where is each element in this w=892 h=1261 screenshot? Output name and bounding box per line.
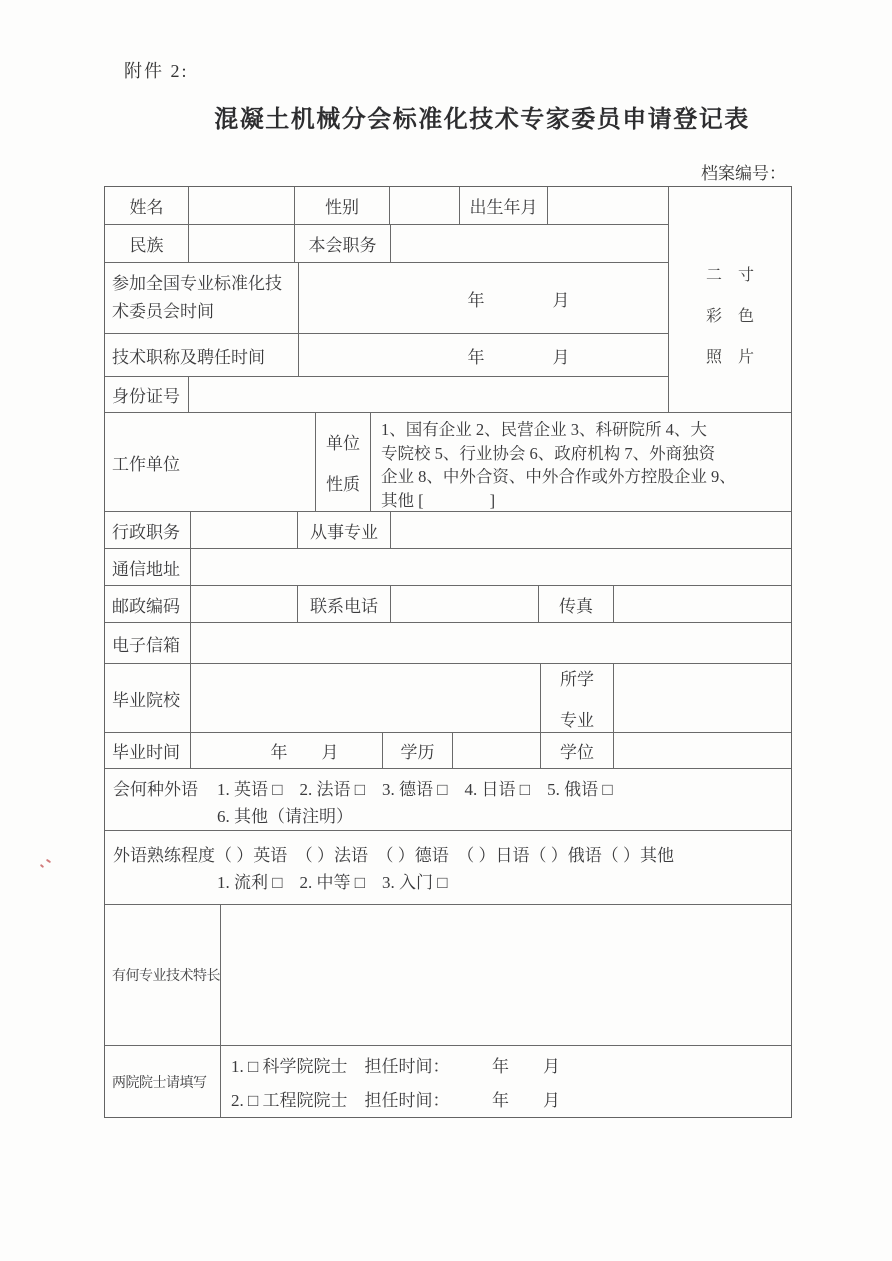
row-email <box>105 623 791 664</box>
birth-date-value <box>548 187 669 224</box>
row-school <box>105 664 791 733</box>
foreign-languages-label: 会何种外语 <box>113 780 198 799</box>
academician-line2: 2. □ 工程院院士 担任时间： 年 月 <box>231 1091 561 1110</box>
row-specialty <box>105 905 791 1046</box>
birth-date-label: 出生年月 <box>460 187 548 224</box>
scan-artifact <box>40 860 52 870</box>
academician-line1: 1. □ 科学院院士 担任时间： 年 月 <box>231 1057 561 1076</box>
application-form-table <box>104 186 792 1118</box>
work-unit-label: 工作单位 <box>105 413 316 511</box>
specialty-value <box>221 905 791 1045</box>
photo-placeholder <box>669 187 791 412</box>
major-label-line: 专业 <box>560 711 594 730</box>
foreign-languages-options: 1. 英语 □ 2. 法语 □ 3. 德语 □ 4. 日语 □ 5. 俄语 □ <box>217 780 613 799</box>
unit-nature-label <box>316 413 371 511</box>
row-postcode-phone-fax <box>105 586 791 623</box>
row-work-unit <box>105 413 791 512</box>
major-value <box>614 664 791 732</box>
postcode-value <box>191 586 298 622</box>
committee-time-value: 年 月 <box>299 263 669 333</box>
admin-post-label: 行政职务 <box>105 512 191 548</box>
graduation-time-value: 年 月 <box>191 733 383 768</box>
row-committee-time <box>105 263 669 334</box>
education-value <box>453 733 541 768</box>
foreign-languages-line2: 6. 其他（请注明） <box>217 807 353 826</box>
ethnicity-value <box>189 225 295 262</box>
photo-text-line: 二 寸 <box>705 267 754 284</box>
phone-label: 联系电话 <box>298 586 391 622</box>
degree-label: 学位 <box>541 733 614 768</box>
row-language-proficiency <box>105 831 791 905</box>
row-ethnicity <box>105 225 669 263</box>
gender-value <box>390 187 460 224</box>
phone-value <box>391 586 539 622</box>
postcode-label: 邮政编码 <box>105 586 191 622</box>
name-label: 姓名 <box>105 187 189 224</box>
admin-post-value <box>191 512 298 548</box>
committee-time-label: 参加全国专业标准化技术委员会时间 <box>105 263 299 333</box>
address-value <box>191 549 791 585</box>
academician-content <box>221 1046 791 1117</box>
fax-value <box>614 586 791 622</box>
row-admin-post <box>105 512 791 549</box>
attachment-label: 附件 2: <box>124 61 189 81</box>
row-tech-title <box>105 334 669 377</box>
row-id-number <box>105 377 669 412</box>
unit-nature-line: 单位 <box>326 434 360 453</box>
fax-label: 传真 <box>539 586 614 622</box>
foreign-languages-line1 <box>113 776 791 803</box>
association-post-label: 本会职务 <box>295 225 391 262</box>
top-section <box>105 187 791 413</box>
row-foreign-languages <box>105 769 791 831</box>
ethnicity-label: 民族 <box>105 225 189 262</box>
major-label-line: 所学 <box>560 670 594 689</box>
name-value <box>189 187 295 224</box>
profession-value <box>391 512 791 548</box>
association-post-value <box>391 225 669 262</box>
unit-option-line: 企业 8、中外合资、中外合作或外方控股企业 9、 <box>381 467 736 486</box>
tech-title-label: 技术职称及聘任时间 <box>105 334 299 376</box>
academician-label: 两院院士请填写 <box>105 1046 221 1117</box>
address-label: 通信地址 <box>105 549 191 585</box>
email-label: 电子信箱 <box>105 623 191 663</box>
language-proficiency-langs: （ ）英语 （ ）法语 （ ）德语 （ ）日语（ ）俄语（ ）其他 <box>215 846 674 865</box>
education-label: 学历 <box>383 733 453 768</box>
row-graduation <box>105 733 791 769</box>
id-number-value <box>189 377 669 412</box>
school-value <box>191 664 541 732</box>
id-number-label: 身份证号 <box>105 377 189 412</box>
row-address <box>105 549 791 586</box>
form-title: 混凝土机械分会标准化技术专家委员申请登记表 <box>214 107 750 133</box>
graduation-time-label: 毕业时间 <box>105 733 191 768</box>
unit-option-line: 专院校 5、行业协会 6、政府机构 7、外商独资 <box>381 443 716 463</box>
language-proficiency-line2: 1. 流利 □ 2. 中等 □ 3. 入门 □ <box>217 873 448 892</box>
unit-option-line: 其他 [ ] <box>381 490 496 510</box>
row-name <box>105 187 669 225</box>
photo-text-line: 彩 色 <box>705 308 754 325</box>
major-label <box>541 664 614 732</box>
degree-value <box>614 733 791 768</box>
tech-title-value: 年 月 <box>299 334 669 376</box>
file-number-label: 档案编号： <box>701 164 786 183</box>
gender-label: 性别 <box>295 187 390 224</box>
language-proficiency-line1 <box>113 842 791 869</box>
email-value <box>191 623 791 663</box>
specialty-label: 有何专业技术特长 <box>105 905 221 1045</box>
unit-option-line: 1、国有企业 2、民营企业 3、科研院所 4、大 <box>381 420 707 439</box>
language-proficiency-label: 外语熟练程度 <box>113 846 215 865</box>
photo-text-line: 照 片 <box>705 349 754 366</box>
profession-label: 从事专业 <box>298 512 391 548</box>
unit-nature-line: 性质 <box>326 475 360 494</box>
school-label: 毕业院校 <box>105 664 191 732</box>
unit-nature-options <box>371 413 791 511</box>
row-academician <box>105 1046 791 1117</box>
